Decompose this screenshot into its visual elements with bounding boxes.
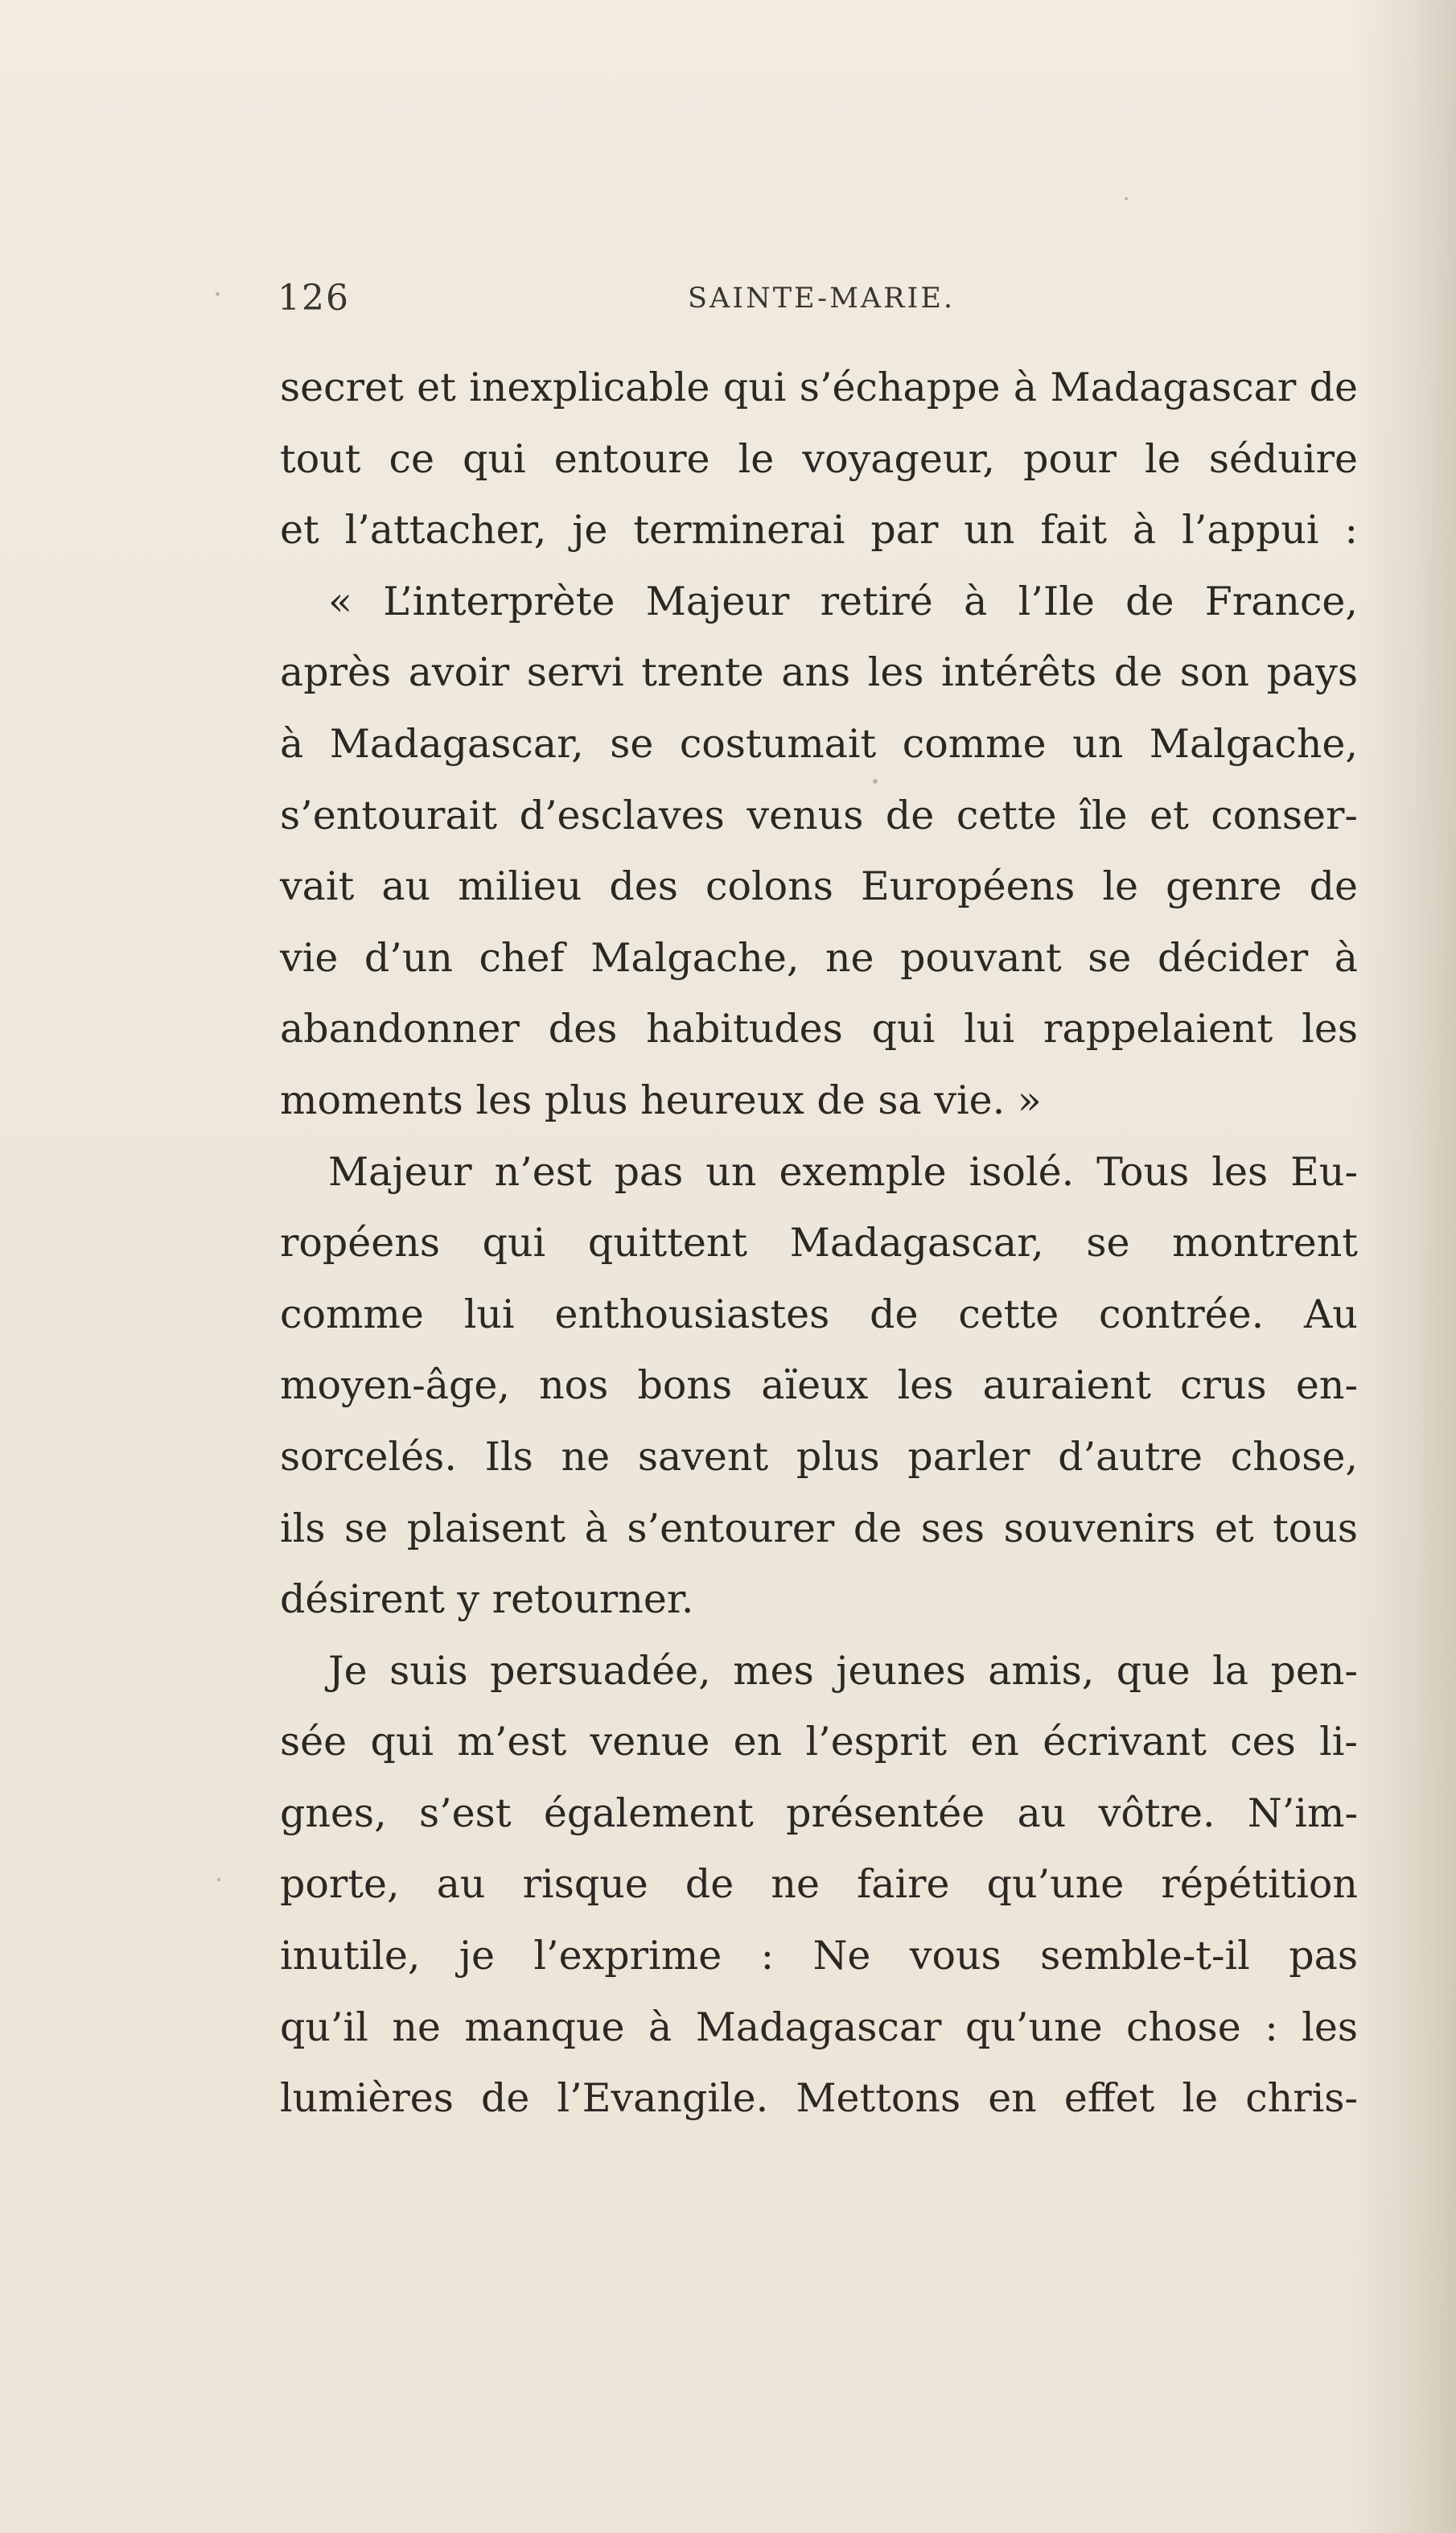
- text-line: tout ce qui entoure le voyageur, pour le séduire: [280, 435, 1358, 482]
- text-line: lumières de l’Evangile. Mettons en effet le chris-: [280, 2075, 1358, 2122]
- text-line: s’entourait d’esclaves venus de cette île et conser-: [280, 792, 1358, 838]
- text-line: comme lui enthousiastes de cette contrée. Au: [280, 1291, 1358, 1337]
- paper-fleck: [873, 779, 878, 784]
- text-line: abandonner des habitudes qui lui rappelaient les: [280, 1006, 1358, 1052]
- text-line: à Madagascar, se costumait comme un Malgache,: [280, 720, 1358, 767]
- text-line: moyen-âge, nos bons aïeux les auraient crus en-: [280, 1362, 1358, 1409]
- text-line: vait au milieu des colons Européens le genre de: [280, 863, 1358, 910]
- text-line: qu’il ne manque à Madagascar qu’une chose : les: [280, 2004, 1358, 2050]
- text-line: vie d’un chef Malgache, ne pouvant se décider à: [280, 934, 1358, 981]
- paper-fleck: [1125, 197, 1128, 200]
- running-header: [278, 278, 1363, 318]
- text-line: après avoir servi trente ans les intérêts de son pays: [280, 649, 1358, 696]
- text-line: sorcelés. Ils ne savent plus parler d’autre chose,: [280, 1433, 1358, 1480]
- text-line: Majeur n’est pas un exemple isolé. Tous les Eu-: [328, 1148, 1358, 1195]
- text-line: secret et inexplicable qui s’échappe à Madagascar de: [280, 365, 1358, 410]
- text-line: gnes, s’est également présentée au vôtre. N’im-: [280, 1790, 1358, 1836]
- running-title: SAINTE-MARIE.: [688, 282, 956, 315]
- text-line: inutile, je l’exprime : Ne vous semble-t-il pas: [280, 1933, 1358, 1979]
- text-line: Je suis persuadée, mes jeunes amis, que la pen-: [328, 1647, 1358, 1694]
- paper-fleck: [216, 292, 220, 296]
- page-number: 126: [278, 278, 350, 319]
- text-line: ropéens qui quittent Madagascar, se montrent: [280, 1220, 1358, 1266]
- body-text: [280, 352, 1358, 2135]
- text-line: ils se plaisent à s’entourer de ses souvenirs et tous: [280, 1505, 1358, 1551]
- paper-fleck: [217, 1878, 220, 1881]
- text-line: « L’interprète Majeur retiré à l’Ile de France,: [328, 578, 1358, 624]
- text-line: porte, au risque de ne faire qu’une répétition: [280, 1861, 1358, 1908]
- text-line: et l’attacher, je terminerai par un fait à l’appui :: [280, 507, 1358, 554]
- text-line: moments les plus heureux de sa vie. »: [280, 1077, 1042, 1123]
- text-line: désirent y retourner.: [280, 1576, 694, 1623]
- text-line: sée qui m’est venue en l’esprit en écrivant ces li-: [280, 1719, 1358, 1765]
